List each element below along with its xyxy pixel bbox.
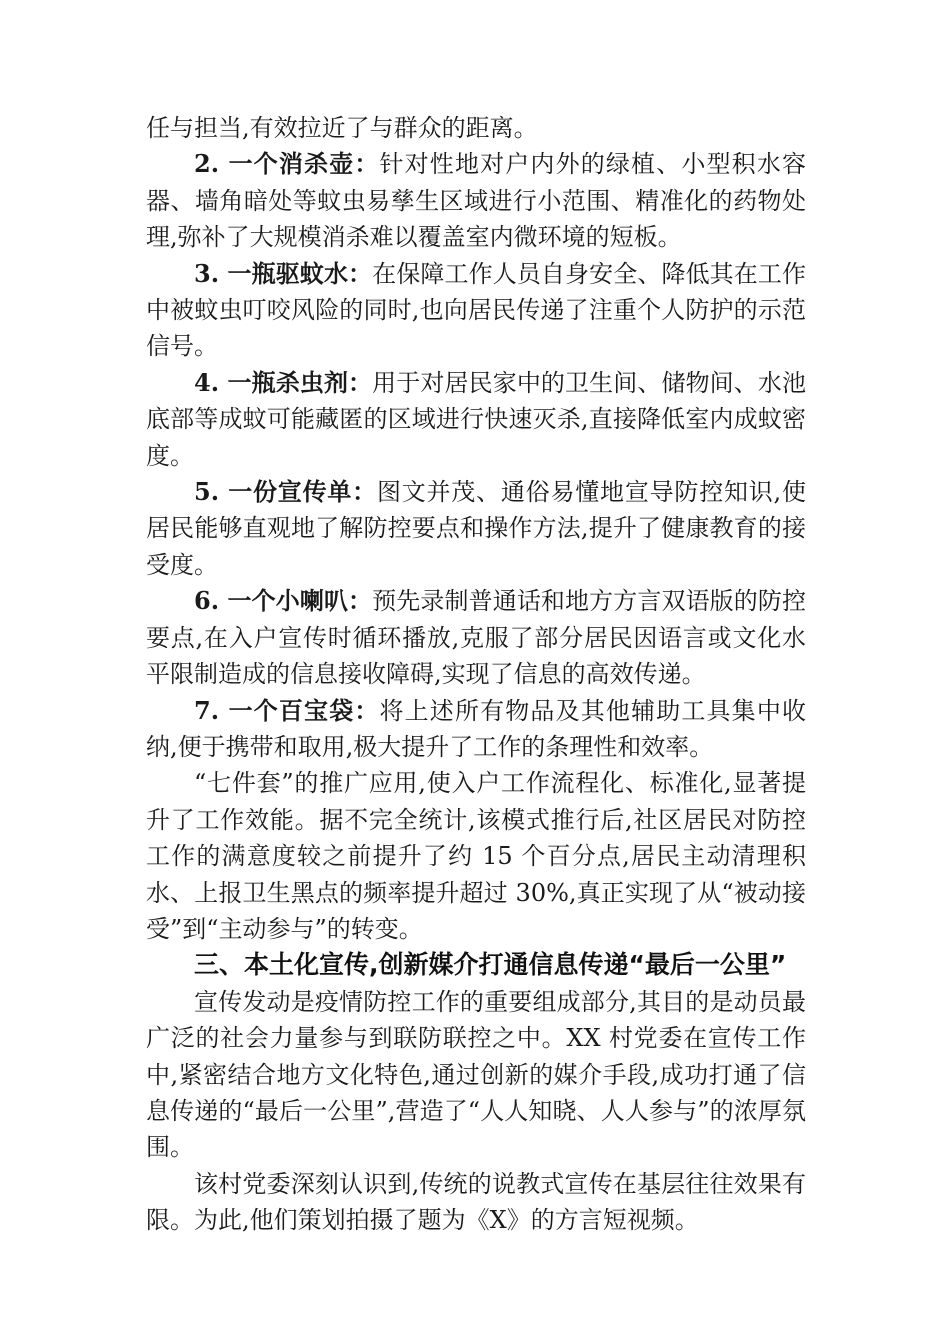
item-body: 将上述所有物品及其他辅助工具集中收纳,便于携带和取用,极大提升了工作的条理性和效率。 <box>146 696 806 761</box>
item-title: 5. 一份宣传单： <box>194 477 377 507</box>
item-title: 3. 一瓶驱蚊水： <box>194 258 373 288</box>
intro-continuation: 任与担当,有效拉近了与群众的距离。 <box>146 114 538 142</box>
item-body: 在保障工作人员自身安全、降低其在工作中被蚊虫叮咬风险的同时,也向居民传递了注重个人防护的示范信号。 <box>146 259 806 361</box>
summary-paragraph: “七件套”的推广应用,使入户工作流程化、标准化,显著提升了工作效能。据不完全统计,该模式推行后,社区居民对防控工作的满意度较之前提升了约 15 个百分点,居民主动清理积水、上报卫生黑点的频率提升超过 30%,真正实现了从“被动接受”到“主动参与”的转变。 <box>146 769 806 943</box>
document-page <box>146 110 806 1239</box>
list-item <box>146 256 806 365</box>
list-item <box>146 474 806 583</box>
item-body: 预先录制普通话和地方方言双语版的防控要点,在入户宣传时循环播放,克服了部分居民因语言或文化水平限制造成的信息接收障碍,实现了信息的高效传递。 <box>146 587 806 689</box>
body-paragraph: 宣传发动是疫情防控工作的重要组成部分,其目的是动员最广泛的社会力量参与到联防联控之中。XX 村党委在宣传工作中,紧密结合地方文化特色,通过创新的媒介手段,成功打通了信息传递的“最后一公里”,营造了“人人知晓、人人参与”的浓厚氛围。 <box>146 987 806 1162</box>
item-title: 2. 一个消杀壶： <box>194 149 380 179</box>
list-item <box>146 365 806 474</box>
item-title: 4. 一瓶杀虫剂： <box>194 367 373 397</box>
list-item <box>146 583 806 692</box>
item-body: 图文并茂、通俗易懂地宣导防控知识,使居民能够直观地了解防控要点和操作方法,提升了健康教育的接受度。 <box>146 478 806 579</box>
section-heading: 三、本土化宣传,创新媒介打通信息传递“最后一公里” <box>194 950 787 980</box>
list-item <box>146 693 806 766</box>
item-title: 7. 一个百宝袋： <box>194 695 380 725</box>
item-title: 6. 一个小喇叭： <box>194 586 373 616</box>
item-body: 用于对居民家中的卫生间、储物间、水池底部等成蚊可能藏匿的区域进行快速灭杀,直接降低室内成蚊密度。 <box>146 368 806 470</box>
list-item <box>146 146 806 255</box>
body-paragraph: 该村党委深刻认识到,传统的说教式宣传在基层往往效果有限。为此,他们策划拍摄了题为《X》的方言短视频。 <box>146 1169 806 1235</box>
item-body: 针对性地对户内外的绿植、小型积水容器、墙角暗处等蚊虫易孳生区域进行小范围、精准化的药物处理,弥补了大规模消杀难以覆盖室内微环境的短板。 <box>146 150 806 252</box>
